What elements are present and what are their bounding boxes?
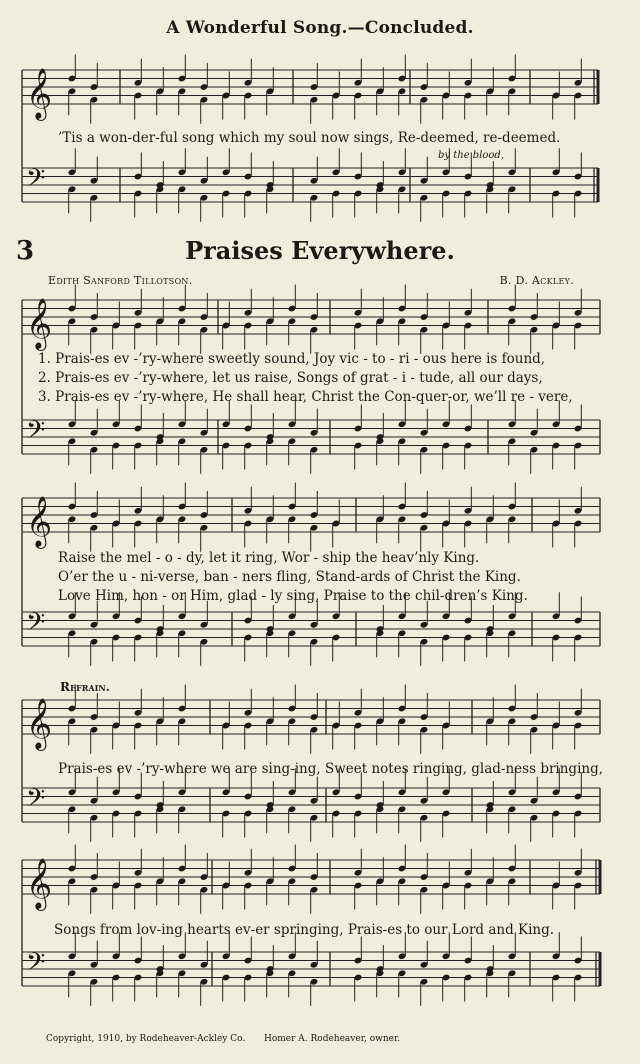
verse-2-line-2: O’er the u - ni-verse, ban - ners fling, Stand-ards of Christ the King. [58, 569, 521, 585]
svg-text:𝄢: 𝄢 [26, 608, 46, 643]
svg-text:𝄞: 𝄞 [26, 68, 53, 119]
composer-credit: B. D. Ackley. [499, 274, 574, 287]
verse-1-line-1: 1. Prais-es ev -’ry-where sweetly sound, Joy vic - to - ri - ous here is found, [38, 351, 546, 367]
svg-text:𝄞: 𝄞 [26, 698, 53, 749]
hymn-title: Praises Everywhere. [185, 236, 455, 265]
svg-text:𝄢: 𝄢 [26, 416, 46, 451]
refrain-label: Refrain. [60, 680, 110, 694]
verse-1-line-2: Raise the mel - o - dy, let it ring, Wor - ship the heav’nly King. [58, 550, 480, 566]
svg-text:𝄢: 𝄢 [26, 164, 46, 199]
copyright-notice: Copyright, 1910, by Rodeheaver-Ackley Co. [46, 1034, 246, 1044]
svg-text:𝄢: 𝄢 [26, 948, 46, 983]
author-credit: Edith Sanford Tillotson. [48, 274, 193, 287]
lyric-annotation: by the blood, [438, 150, 505, 161]
verse-2-line-1: 2. Prais-es ev -’ry-where, let us raise, Songs of grat - i - tude, all our days, [38, 370, 543, 386]
refrain-line-2: Songs from lov-ing hearts ev-er springing, Prais-es to our Lord and King. [54, 922, 555, 938]
verse-3-line-2: Love Him, hon - or Him, glad - ly sing, Praise to the chil-dren’s King. [58, 588, 528, 604]
continued-title: A Wonderful Song.—Concluded. [166, 18, 474, 38]
refrain-line-1: Prais-es ev -’ry-where we are sing-ing, Sweet notes ringing, glad-ness bringing, [58, 761, 604, 777]
owner-notice: Homer A. Rodeheaver, owner. [264, 1034, 401, 1044]
hymn-number: 3 [16, 236, 35, 266]
verse-3-line-1: 3. Prais-es ev -’ry-where, He shall hear, Christ the Con-quer-or, we’ll re - vere, [38, 389, 573, 405]
concluded-lyric-line: ’Tis a won-der-ful song which my soul now sings, Re-deemed, re-deemed. [58, 130, 561, 146]
svg-text:𝄢: 𝄢 [26, 784, 46, 819]
svg-text:𝄞: 𝄞 [26, 496, 53, 547]
svg-text:𝄞: 𝄞 [26, 858, 53, 909]
svg-text:𝄞: 𝄞 [26, 298, 53, 349]
